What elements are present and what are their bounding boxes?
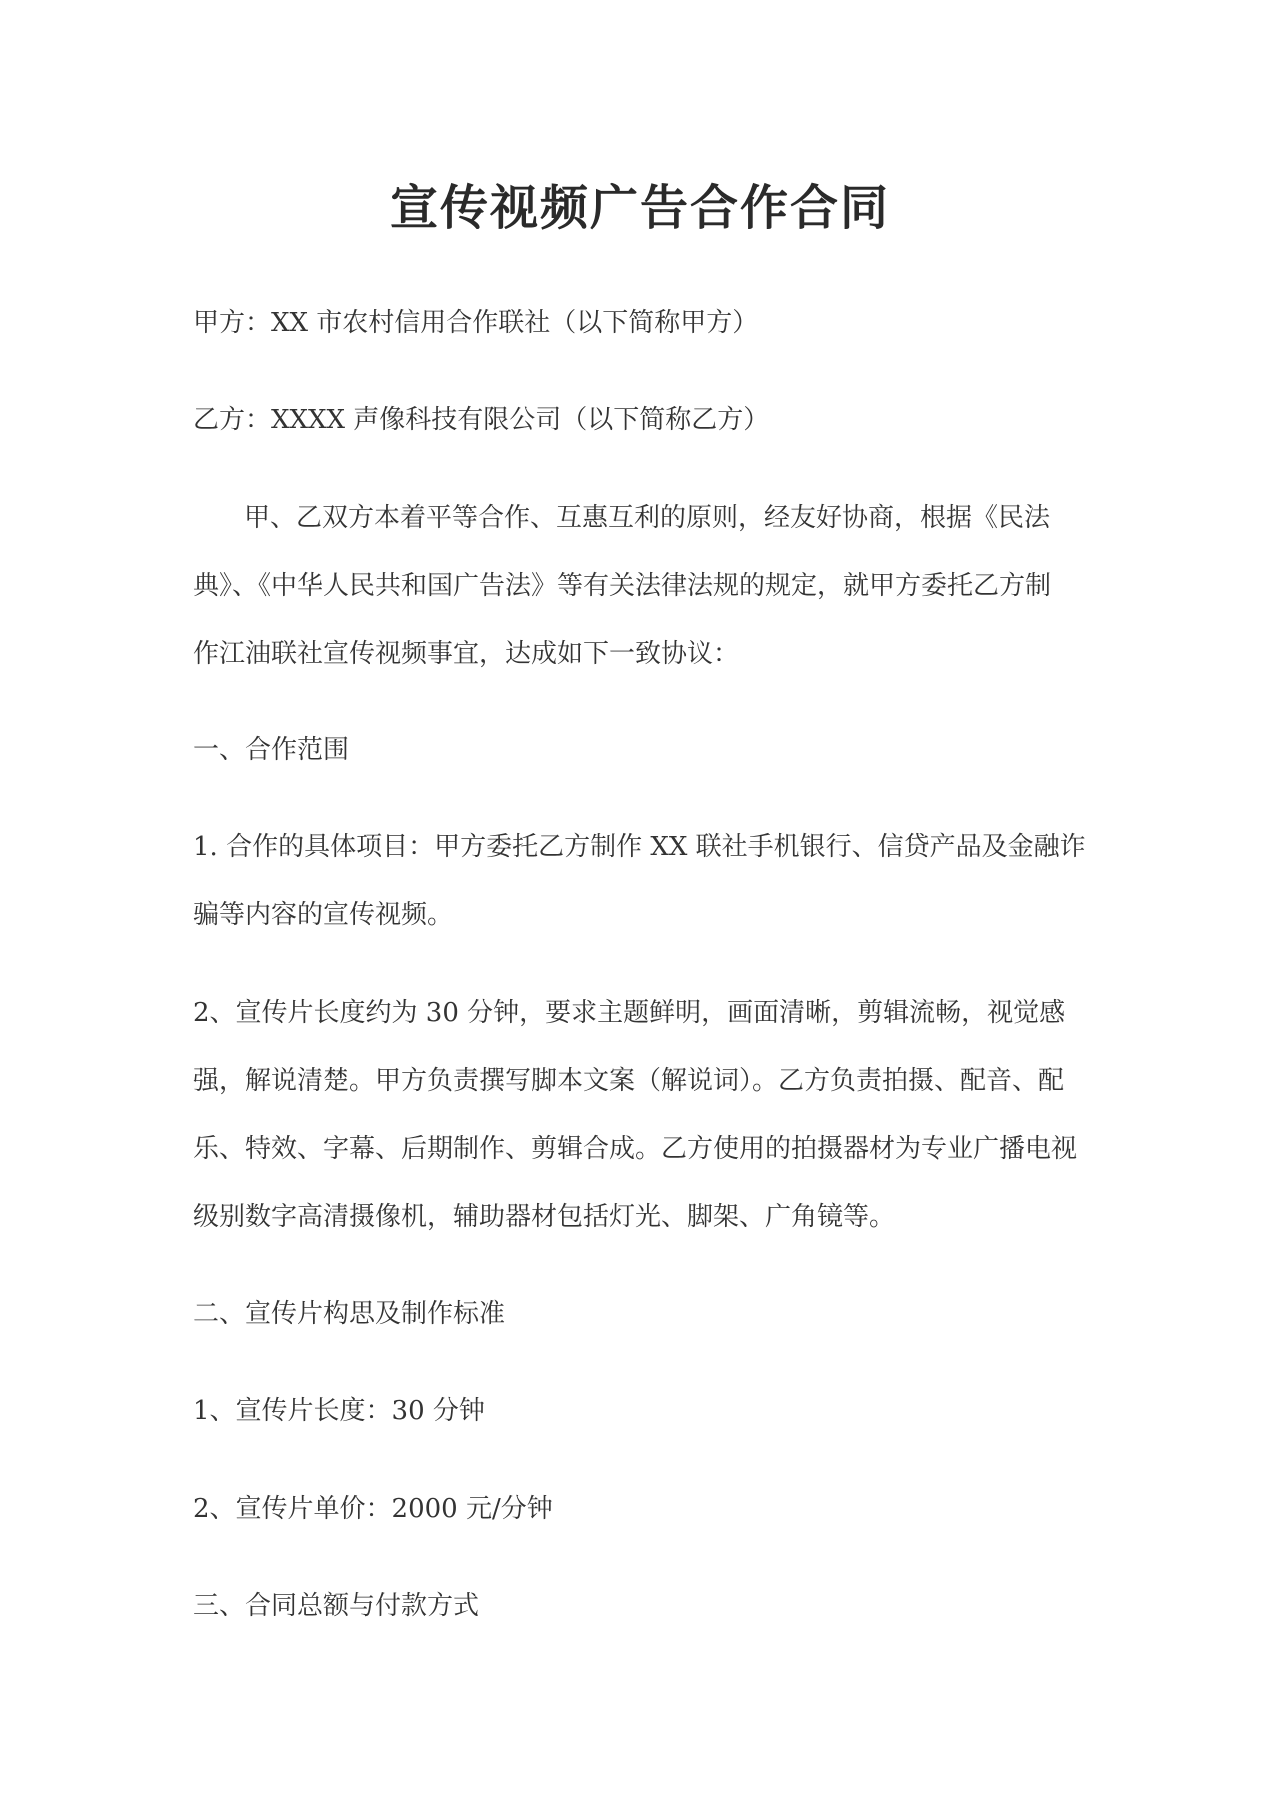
section-2-item-2: 2、宣传片单价：2000 元/分钟 (193, 1494, 553, 1524)
section-1-item-1-line-1: 1. 合作的具体项目：甲方委托乙方制作 XX 联社手机银行、信贷产品及金融诈 (193, 832, 1086, 862)
section-3-heading: 三、合同总额与付款方式 (193, 1591, 480, 1621)
section-1-item-1-line-2: 骗等内容的宣传视频。 (193, 900, 454, 930)
intro-line-2: 典》、《中华人民共和国广告法》等有关法律法规的规定，就甲方委托乙方制 (193, 571, 1052, 601)
section-2-item-1: 1、宣传片长度：30 分钟 (193, 1396, 485, 1426)
document-title: 宣传视频广告合作合同 (389, 180, 890, 236)
section-1-item-2-line-3: 乐、特效、字幕、后期制作、剪辑合成。乙方使用的拍摄器材为专业广播电视 (193, 1134, 1078, 1164)
section-1-heading: 一、合作范围 (193, 735, 350, 765)
section-1-item-2-line-2: 强，解说清楚。甲方负责撰写脚本文案（解说词）。乙方负责拍摄、配音、配 (193, 1066, 1065, 1096)
section-2-heading: 二、宣传片构思及制作标准 (193, 1299, 506, 1329)
section-1-item-2-line-4: 级别数字高清摄像机，辅助器材包括灯光、脚架、广角镜等。 (193, 1202, 896, 1232)
party-a-line: 甲方：XX 市农村信用合作联社（以下简称甲方） (193, 308, 759, 338)
intro-line-3: 作江油联社宣传视频事宜，达成如下一致协议： (193, 639, 740, 669)
party-b-line: 乙方：XXXX 声像科技有限公司（以下简称乙方） (193, 405, 770, 435)
section-1-item-2-line-1: 2、宣传片长度约为 30 分钟，要求主题鲜明，画面清晰，剪辑流畅，视觉感 (193, 998, 1066, 1028)
intro-line-1: 甲、乙双方本着平等合作、互惠互利的原则，经友好协商，根据《民法 (244, 503, 1051, 533)
